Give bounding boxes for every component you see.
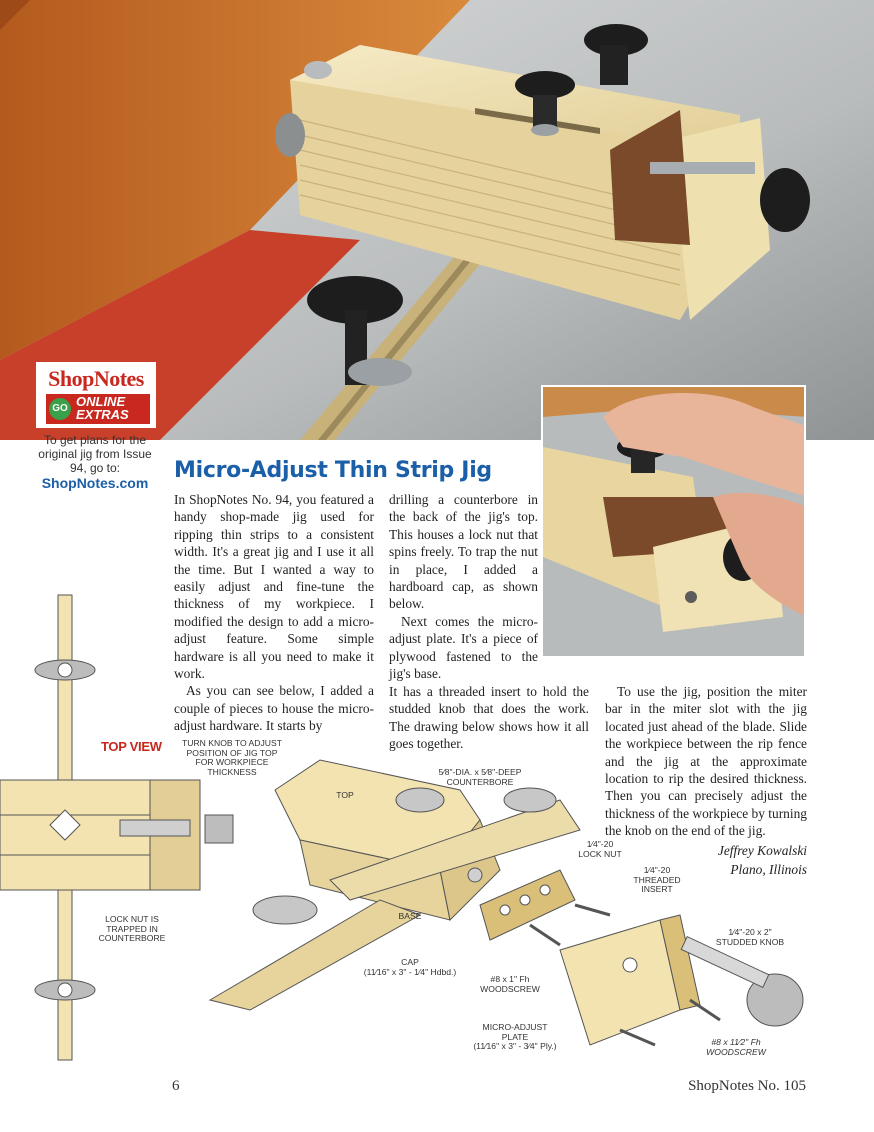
label-line: COUNTERBORE [98, 933, 166, 944]
label-line: MICRO-ADJUST [482, 1022, 548, 1032]
label-line: #8 x 11⁄2" Fh [711, 1037, 761, 1047]
page-number: 6 [172, 1078, 180, 1094]
paragraph: In ShopNotes No. 94, you featured a handy shop-made jig used for ripping thin strips to a consistent width. It's a great jig and I use it all the time. But I wanted a way to easily adjust and fine-tune the thickness of my workpiece. I modified the design to add a micro-adjust feature. Some simple hardware is all you need to make it work. [174, 492, 374, 682]
label-line: LOCK NUT [578, 848, 622, 859]
top-view-label: TOP VIEW [101, 739, 162, 754]
magazine-issue: ShopNotes No. 105 [688, 1078, 806, 1094]
shopnotes-url-link[interactable]: ShopNotes.com [41, 475, 149, 491]
label-line: INSERT [641, 884, 673, 895]
label-line: 1⁄4"-20 x 2" [728, 927, 772, 937]
shopnotes-logo: ShopNotes [48, 366, 144, 391]
label-line: STUDDED KNOB [715, 936, 785, 947]
label-line: 1⁄4"-20 [643, 865, 671, 875]
label-base: BASE [398, 911, 422, 921]
label-line: TRAPPED IN [106, 923, 158, 934]
extras-label: EXTRAS [76, 407, 129, 422]
paragraph: To use the jig, position the miter bar in the miter slot with the jig located just ahead of the blade. Slide the workpiece between the rip fence and the jig at the approximate location to rip the desired thickness. Then you can precisely adjust the thickness of the workpiece by turning the knob on the end of the jig. [605, 684, 807, 839]
paragraph: It has a threaded insert to hold the studded knob that does the work. The drawing below shows how it all goes together. [389, 684, 589, 752]
author-name: Jeffrey Kowalski [717, 842, 807, 858]
label-line: POSITION OF JIG TOP [186, 747, 278, 758]
label-line: THREADED [633, 874, 681, 885]
go-icon: GO [49, 398, 71, 420]
label-line: LOCK NUT IS [105, 914, 159, 924]
label-top: TOP [336, 790, 354, 800]
online-extras-text: To get plans for the original jig from Issue 94, go to: [38, 433, 152, 475]
author-location: Plano, Illinois [730, 862, 807, 878]
label-line: WOODSCREW [480, 983, 540, 994]
label-line: PLATE [501, 1031, 529, 1042]
label-line: FOR WORKPIECE [195, 757, 269, 768]
drawing-svg [0, 590, 874, 1070]
online-extras-banner [46, 394, 150, 424]
online-label: ONLINE [76, 394, 126, 409]
label-line: TURN KNOB TO ADJUST [182, 738, 282, 748]
article-title: Micro-Adjust Thin Strip Jig [174, 458, 492, 483]
label-line: 5⁄8"-DIA. x 5⁄8"-DEEP [438, 767, 522, 777]
label-line: 1⁄4"-20 [586, 839, 614, 849]
shopnotes-online-extras-badge[interactable] [36, 362, 156, 428]
label-line: CAP [401, 957, 419, 967]
label-line: #8 x 1" Fh [490, 974, 530, 984]
paragraph: Next comes the micro-adjust plate. It's a piece of plywood fastened to the jig's base. [389, 613, 538, 682]
label-line: THICKNESS [207, 766, 257, 777]
label-line: COUNTERBORE [446, 776, 514, 787]
online-extras-note [30, 433, 160, 492]
exploded-view-drawing [0, 590, 874, 1070]
label-line: (11⁄16" x 3" - 3⁄4" Ply.) [473, 1041, 557, 1052]
paragraph: As you can see below, I added a couple of pieces to house the micro-adjust hardware. It starts by [174, 683, 374, 734]
label-line: WOODSCREW [706, 1046, 766, 1057]
label-line: (11⁄16" x 3" - 1⁄4" Hdbd.) [363, 966, 457, 977]
paragraph: drilling a counterbore in the back of the jig's top. This houses a lock nut that spins freely. To trap the nut in place, I added a hardboard cap, as shown below. [389, 492, 538, 612]
